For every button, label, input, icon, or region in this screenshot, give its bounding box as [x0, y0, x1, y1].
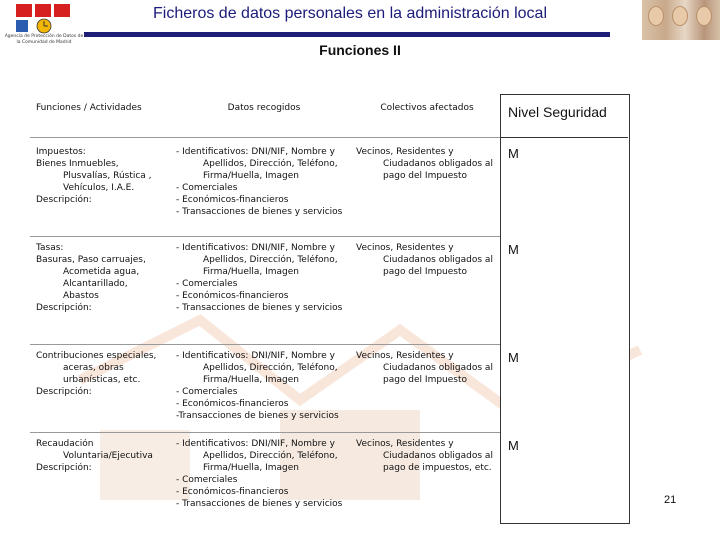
- colectivos-cell: Vecinos, Residentes y Ciudadanos obligados al pago del Impuesto: [356, 243, 493, 277]
- funcion-cell: Impuestos: Bienes Inmuebles, Plusvalías, Rústica , Vehículos, I.A.E. Descripción:: [36, 147, 152, 205]
- page-number: 21: [664, 494, 677, 506]
- agency-name: Agencia de Protección de Datos de la Comunidad de Madrid: [4, 34, 84, 45]
- page-title: Ficheros de datos personales en la administración local: [153, 5, 547, 22]
- nivel-value: M: [508, 146, 519, 161]
- nivel-value: M: [508, 242, 519, 257]
- nivel-value: M: [508, 438, 519, 453]
- colectivos-cell: Vecinos, Residentes y Ciudadanos obligados al pago de impuestos, etc.: [356, 439, 493, 473]
- datos-cell: - Identificativos: DNI/NIF, Nombre y Apellidos, Dirección, Teléfono, Firma/Huella, Imagen - Comerciales - Económicos-financieros - Transacciones de bienes y servicios: [176, 243, 343, 313]
- datos-cell: - Identificativos: DNI/NIF, Nombre y Apellidos, Dirección, Teléfono, Firma/Huella, Imagen - Comerciales - Económicos-financieros - Transacciones de bienes y servicios: [176, 439, 343, 509]
- funcion-cell: Tasas: Basuras, Paso carruajes, Acometida agua, Alcantarillado, Abastos Descripción:: [36, 243, 146, 313]
- datos-cell: - Identificativos: DNI/NIF, Nombre y Apellidos, Dirección, Teléfono, Firma/Huella, Imagen - Comerciales - Económicos-financieros - Transacciones de bienes y servicios: [176, 147, 343, 217]
- header-datos: Datos recogidos: [227, 103, 301, 113]
- colectivos-cell: Vecinos, Residentes y Ciudadanos obligados al pago del Impuesto: [356, 147, 493, 181]
- section-subtitle: Funciones II: [319, 42, 401, 58]
- agency-logo: [14, 2, 74, 34]
- funcion-cell: Contribuciones especiales, aceras, obras urbanísticas, etc. Descripción:: [36, 351, 157, 397]
- funcion-cell: Recaudación Voluntaria/Ejecutiva Descripción:: [36, 439, 153, 473]
- header-nivel-seguridad: Nivel Seguridad: [508, 104, 607, 120]
- header-colectivos: Colectivos afectados: [380, 103, 474, 113]
- header-funciones: Funciones / Actividades: [36, 103, 142, 113]
- header-photo: [642, 0, 720, 40]
- title-rule: [84, 32, 610, 37]
- datos-cell: - Identificativos: DNI/NIF, Nombre y Apellidos, Dirección, Teléfono, Firma/Huella, Imagen - Comerciales - Económicos-financieros -Transacciones de bienes y servicios: [176, 351, 339, 421]
- nivel-value: M: [508, 350, 519, 365]
- colectivos-cell: Vecinos, Residentes y Ciudadanos obligados al pago del Impuesto: [356, 351, 493, 385]
